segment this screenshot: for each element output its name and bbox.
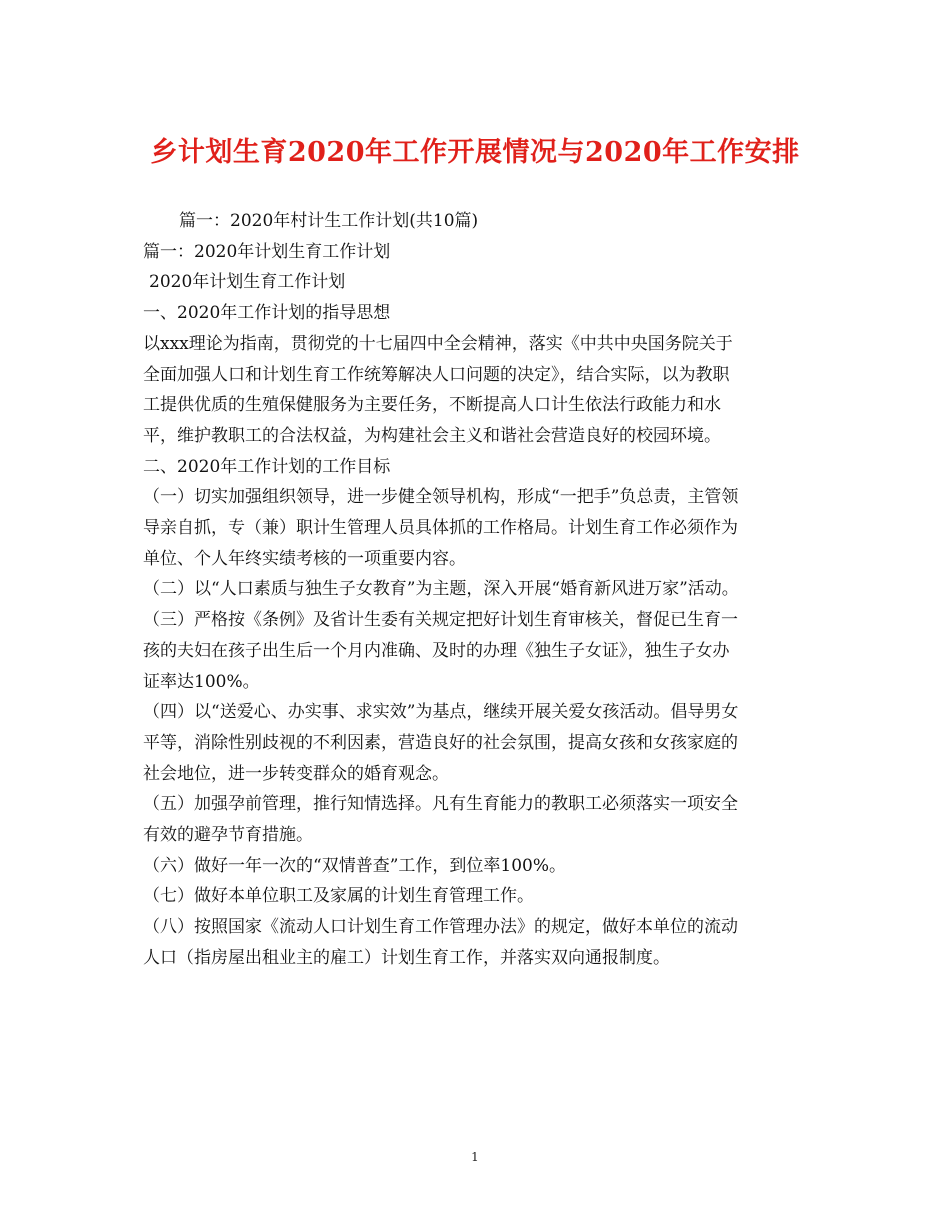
body-line: 平，维护教职工的合法权益，为构建社会主义和谐社会营造良好的校园环境。 (143, 425, 721, 446)
section-heading: 2020年计划生育工作计划 (149, 272, 346, 293)
body-line: 人口（指房屋出租业主的雇工）计划生育工作，并落实双向通报制度。 (143, 947, 670, 968)
body-line: （一）切实加强组织领导，进一步健全领导机构，形成“一把手”负总责，主管领 (143, 487, 739, 508)
body-line: 导亲自抓，专（兼）职计生管理人员具体抓的工作格局。计划生育工作必须作为 (143, 518, 738, 539)
section-heading: 篇一：2020年计划生育工作计划 (143, 241, 391, 262)
body-line: （八）按照国家《流动人口计划生育工作管理办法》的规定，做好本单位的流动 (143, 917, 738, 938)
body-line: （七）做好本单位职工及家属的计划生育管理工作。 (143, 886, 534, 907)
body-line: 有效的避孕节育措施。 (143, 825, 313, 846)
page-number: 1 (471, 1150, 479, 1164)
body-line: 单位、个人年终实绩考核的一项重要内容。 (143, 548, 466, 569)
body-line: （三）严格按《条例》及省计生委有关规定把好计划生育审核关，督促已生育一 (143, 610, 738, 631)
document-title: 乡计划生育2020年工作开展情况与2020年工作安排 (150, 137, 800, 168)
body-line: 全面加强人口和计划生育工作统筹解决人口问题的决定》，结合实际，以为教职 (143, 364, 730, 385)
body-line: 孩的夫妇在孩子出生后一个月内准确、及时的办理《独生子女证》，独生子女办 (143, 640, 730, 661)
body-line: （四）以“送爱心、办实事、求实效”为基点，继续开展关爱女孩活动。倡导男女 (143, 702, 739, 723)
body-line: 证率达100%。 (143, 671, 260, 692)
section-heading: 一、2020年工作计划的指导思想 (143, 303, 391, 324)
document-body (143, 206, 808, 974)
section-heading: 二、2020年工作计划的工作目标 (143, 456, 391, 477)
body-line: 工提供优质的生殖保健服务为主要任务，不断提高人口计生依法行政能力和水 (143, 395, 721, 416)
body-line: 平等，消除性别歧视的不利因素，营造良好的社会氛围，提高女孩和女孩家庭的 (143, 732, 738, 753)
body-line: （五）加强孕前管理，推行知情选择。凡有生育能力的教职工必须落实一项安全 (143, 794, 738, 815)
body-line: （六）做好一年一次的“双情普查”工作，到位率100%。 (143, 855, 566, 876)
section-heading: 篇一：2020年村计生工作计划(共10篇) (179, 211, 479, 231)
body-line: 社会地位，进一步转变群众的婚育观念。 (143, 763, 449, 784)
body-line: 以xxx理论为指南，贯彻党的十七届四中全会精神，落实《中共中央国务院关于 (143, 333, 733, 354)
body-line: （二）以“人口素质与独生子女教育”为主题，深入开展“婚育新风进万家”活动。 (143, 579, 739, 600)
